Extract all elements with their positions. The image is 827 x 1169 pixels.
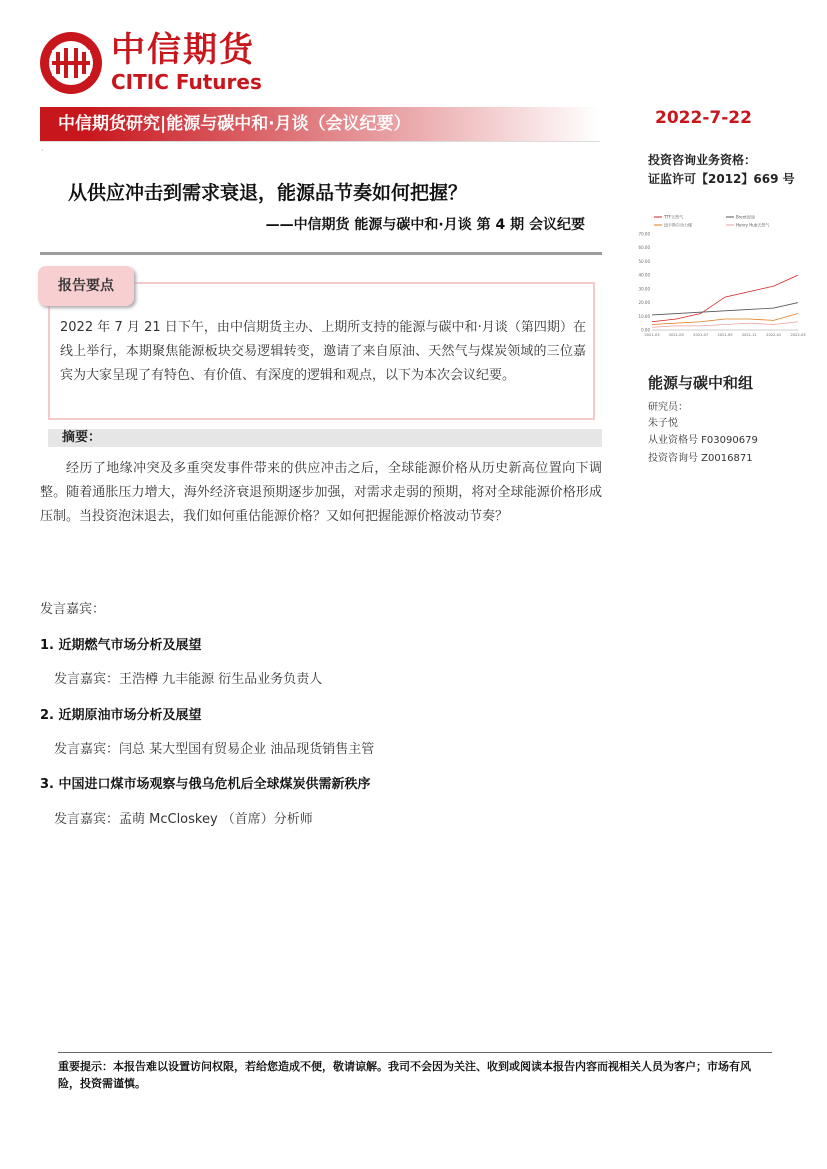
energy-price-chart — [636, 212, 806, 340]
x-tick-label-4: 2021-11 — [741, 333, 757, 337]
report-subtitle: ——中信期货 能源与碳中和·月谈 第 4 期 会议纪要 — [265, 217, 585, 233]
title-rule — [40, 252, 602, 255]
section-title-oil: 2. 近期原油市场分析及展望 — [40, 708, 202, 723]
legend-label-1: Brent原油 — [736, 214, 755, 220]
section-title-coal: 3. 中国进口煤市场观察与俄乌危机后全球煤炭供需新秩序 — [40, 777, 371, 792]
report-banner — [40, 107, 600, 141]
abstract-text: 经历了地缘冲突及多重突发事件带来的供应冲击之后，全球能源价格从历史新高位置向下调整。随着通胀压力增大，海外经济衰退预期逐步加强，对需求走弱的预期，将对全球能源价格形成压制。当投资泡沫退去，我们如何重估能源价格？又如何把握能源价格波动节奏？ — [40, 461, 602, 524]
report-title: 从供应冲击到需求衰退，能源品节奏如何把握？ — [68, 182, 468, 204]
abstract-label: 摘要： — [62, 430, 102, 445]
series-line-3 — [652, 322, 798, 327]
summary-tab — [38, 266, 134, 306]
speaker-coal: 发言嘉宾：孟萌 McCloskey （首席）分析师 — [54, 812, 313, 827]
abstract-bar — [48, 429, 602, 447]
series-line-0 — [652, 275, 798, 322]
x-tick-label-1: 2021-05 — [668, 333, 684, 337]
brand-name-cn: 中信期货 — [111, 30, 255, 70]
speaker-gas: 发言嘉宾：王浩樽 九丰能源 衍生品业务负责人 — [54, 672, 323, 687]
researcher-name: 朱子悦 — [648, 418, 678, 429]
x-tick-label-2: 2021-07 — [693, 333, 709, 337]
y-tick-label-1: 10.00 — [638, 313, 650, 319]
x-tick-label-3: 2021-09 — [717, 333, 733, 337]
y-tick-label-6: 60.00 — [638, 245, 650, 251]
banner-text: 中信期货研究|能源与碳中和·月谈（会议纪要） — [58, 114, 411, 134]
qualification-license: 证监许可【2012】669 号 — [648, 172, 795, 186]
y-tick-label-5: 50.00 — [638, 258, 650, 264]
report-date: 2022-7-22 — [655, 108, 752, 128]
research-group-name: 能源与碳中和组 — [648, 374, 754, 392]
y-tick-label-2: 20.00 — [638, 300, 650, 306]
x-tick-label-6: 2022-03 — [790, 333, 806, 337]
banner-divider — [40, 141, 600, 142]
footer-divider — [58, 1052, 772, 1053]
x-tick-label-0: 2021-03 — [644, 333, 660, 337]
legend-label-3: Henry Hub天然气 — [736, 222, 770, 228]
y-tick-label-0: 0.00 — [641, 327, 650, 333]
summary-tab-label: 报告要点 — [58, 278, 114, 294]
legend-label-2: 纽卡斯尔动力煤 — [664, 222, 692, 228]
y-tick-label-7: 70.00 — [638, 231, 650, 237]
x-tick-label-5: 2022-01 — [766, 333, 782, 337]
citic-logo-icon — [38, 30, 104, 96]
y-tick-label-3: 30.00 — [638, 286, 650, 292]
footer-notice: 重要提示：本报告难以设置访问权限，若给您造成不便，敬请谅解。我司不会因为关注、收到或阅读本报告内容而视相关人员为客户；市场有风险，投资需谨慎。 — [58, 1060, 751, 1090]
researcher-role: 研究员： — [648, 402, 688, 413]
marker-dot: · — [41, 146, 44, 155]
guests-label: 发言嘉宾： — [40, 602, 106, 617]
brand-name-en: CITIC Futures — [111, 70, 262, 94]
researcher-advisory: 投资咨询号 Z0016871 — [648, 453, 753, 464]
section-title-gas: 1. 近期燃气市场分析及展望 — [40, 638, 202, 653]
qualification-label: 投资咨询业务资格： — [648, 153, 757, 167]
legend-label-0: TTF天然气 — [664, 214, 684, 220]
series-line-1 — [652, 303, 798, 315]
speaker-oil: 发言嘉宾：闫总 某大型国有贸易企业 油品现货销售主管 — [54, 742, 375, 757]
summary-text: 2022 年 7 月 21 日下午，由中信期货主办、上期所支持的能源与碳中和·月谈（第四期）在线上举行，本期聚焦能源板块交易逻辑转变，邀请了来自原油、天然气与煤炭领域的三位嘉宾为大家呈现了有特色、有价值、有深度的逻辑和观点，以下为本次会议纪要。 — [60, 320, 586, 383]
researcher-license: 从业资格号 F03090679 — [648, 435, 758, 446]
y-tick-label-4: 40.00 — [638, 272, 650, 278]
